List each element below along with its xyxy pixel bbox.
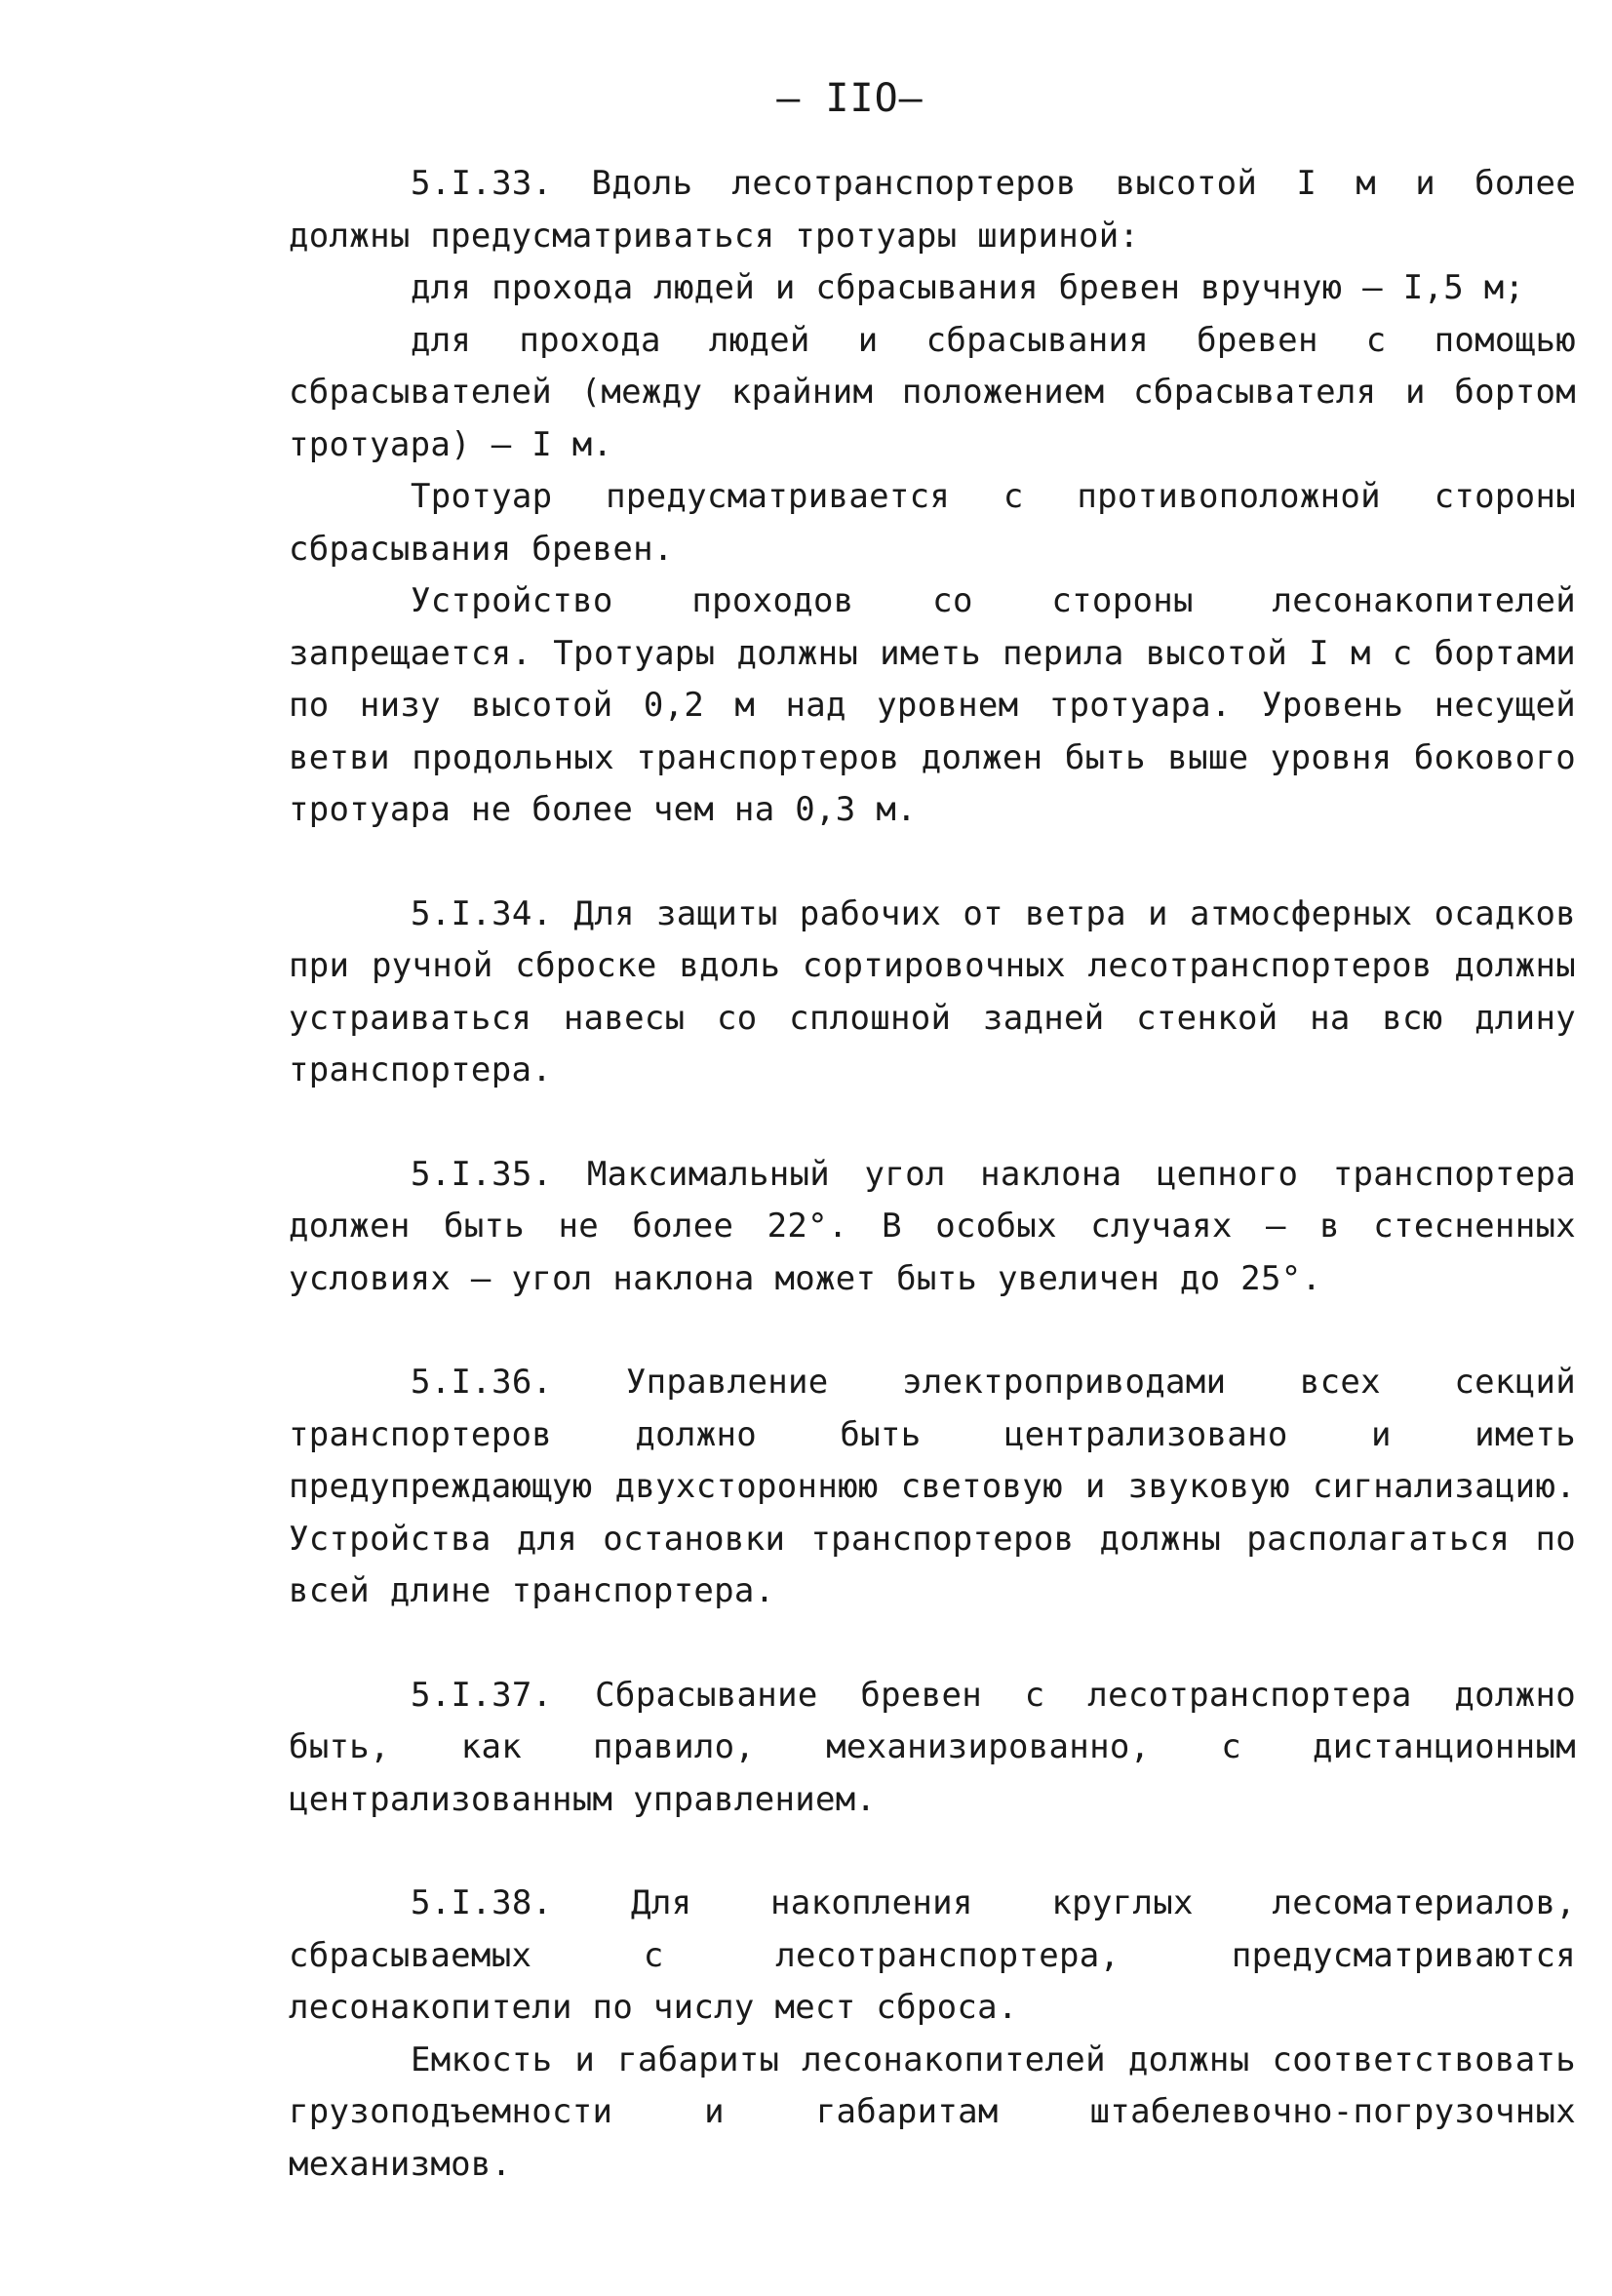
paragraph-5-1-38-capacity: Емкость и габариты лесонакопителей должны соответствовать грузоподъемности и габаритам штабелевочно-погрузочных механизмов. (289, 2039, 1576, 2184)
paragraph-5-1-37: 5.I.37. Сбрасывание бревен с лесотранспортера должно быть, как правило, механизированно, с дистанционным централизованным управлением. (289, 1675, 1576, 1819)
paragraph-5-1-33-manual: для прохода людей и сбрасывания бревен вручную – I,5 м; (411, 268, 1525, 307)
paragraph-5-1-36: 5.I.36. Управление электроприводами всех секций транспортеров должно быть централизовано и иметь предупреждающую двухстороннюю световую и звуковую сигнализацию. Устройства для остановки транспортеров должны располагаться по всей длине транспортера. (289, 1363, 1576, 1610)
paragraph-5-1-33-mechanical: для прохода людей и сбрасывания бревен с помощью сбрасывателей (между крайним положением сбрасывателя и бортом тротуара) – I м. (289, 320, 1576, 464)
paragraph-5-1-34: 5.I.34. Для защиты рабочих от ветра и атмосферных осадков при ручной сброске вдоль сортировочных лесотранспортеров должны устраиваться навесы со сплошной задней стенкой на всю длину транспортера. (289, 893, 1576, 1089)
paragraph-5-1-38: 5.I.38. Для накопления круглых лесоматериалов, сбрасываемых с лесотранспортера, предусматриваются лесонакопители по числу мест сброса. (289, 1883, 1576, 2027)
paragraph-5-1-33-sidewalk: Тротуар предусматривается с противоположной стороны сбрасывания бревен. (289, 477, 1576, 569)
page-number: — IIO— (776, 76, 924, 121)
document-body (289, 158, 1576, 2191)
paragraph-5-1-33-intro: 5.I.33. Вдоль лесотранспортеров высотой I м и более должны предусматриваться тротуары шириной: (289, 164, 1576, 256)
paragraph-5-1-35: 5.I.35. Максимальный угол наклона цепного транспортера должен быть не более 22°. В особых случаях – в стесненных условиях – угол наклона может быть увеличен до 25°. (289, 1154, 1576, 1298)
paragraph-5-1-33-passages: Устройство проходов со стороны лесонакопителей запрещается. Тротуары должны иметь перила высотой I м с бортами по низу высотой 0,2 м над уровнем тротуара. Уровень несущей ветви продольных транспортеров должен быть выше уровня бокового тротуара не более чем на 0,3 м. (289, 581, 1576, 829)
